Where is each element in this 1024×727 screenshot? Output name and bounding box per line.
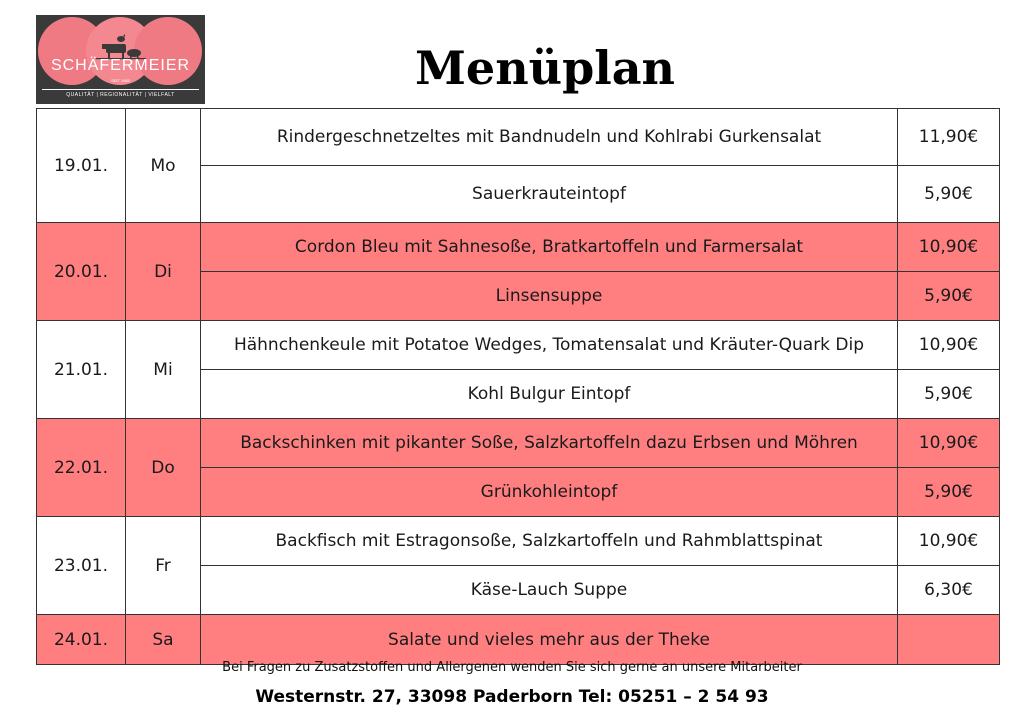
menu-price: 10,90€ <box>898 517 1000 566</box>
menu-dish: Salate und vieles mehr aus der Theke <box>201 615 898 665</box>
menu-dish: Grünkohleintopf <box>201 468 898 517</box>
menu-weekday: Mo <box>126 109 201 223</box>
menu-price: 6,30€ <box>898 566 1000 615</box>
address-phone: Westernstr. 27, 33098 Paderborn Tel: 05251 – 2 54 93 <box>255 687 769 707</box>
menu-row <box>37 517 1000 566</box>
menu-dish: Kohl Bulgur Eintopf <box>201 370 898 419</box>
menu-date: 20.01. <box>37 223 126 321</box>
menu-price <box>898 615 1000 665</box>
menu-price: 5,90€ <box>898 468 1000 517</box>
menu-dish: Backschinken mit pikanter Soße, Salzkartoffeln dazu Erbsen und Möhren <box>201 419 898 468</box>
menu-table <box>36 108 1000 665</box>
menu-weekday: Mi <box>126 321 201 419</box>
menu-price: 11,90€ <box>898 109 1000 166</box>
menu-row <box>37 615 1000 665</box>
logo-since: SEIT 1965 <box>111 78 130 83</box>
menu-price: 10,90€ <box>898 419 1000 468</box>
menu-table-body <box>37 109 1000 665</box>
logo-brand-name: SCHÄFERMEIER <box>50 57 191 74</box>
page-title: Menüplan <box>415 41 675 95</box>
menu-date: 19.01. <box>37 109 126 223</box>
menu-weekday: Di <box>126 223 201 321</box>
menu-date: 22.01. <box>37 419 126 517</box>
menu-dish: Backfisch mit Estragonsoße, Salzkartoffeln und Rahmblattspinat <box>201 517 898 566</box>
menu-dish: Hähnchenkeule mit Potatoe Wedges, Tomatensalat und Kräuter-Quark Dip <box>201 321 898 370</box>
allergen-note: Bei Fragen zu Zusatzstoffen und Allergenen wenden Sie sich gerne an unsere Mitarbeiter <box>222 660 802 675</box>
menu-price: 10,90€ <box>898 321 1000 370</box>
menu-weekday: Do <box>126 419 201 517</box>
menu-price: 10,90€ <box>898 223 1000 272</box>
menu-price: 5,90€ <box>898 370 1000 419</box>
menu-dish: Linsensuppe <box>201 272 898 321</box>
menu-dish: Rindergeschnetzeltes mit Bandnudeln und Kohlrabi Gurkensalat <box>201 109 898 166</box>
menu-row <box>37 419 1000 468</box>
menu-dish: Sauerkrauteintopf <box>201 166 898 223</box>
menu-row <box>37 109 1000 166</box>
menu-date: 23.01. <box>37 517 126 615</box>
menu-price: 5,90€ <box>898 272 1000 321</box>
menu-price: 5,90€ <box>898 166 1000 223</box>
menu-weekday: Sa <box>126 615 201 665</box>
menu-row <box>37 321 1000 370</box>
menu-dish: Käse-Lauch Suppe <box>201 566 898 615</box>
menu-date: 24.01. <box>37 615 126 665</box>
menu-row <box>37 223 1000 272</box>
menu-weekday: Fr <box>126 517 201 615</box>
logo-tagline: QUALITÄT | REGIONALITÄT | VIELFALT <box>66 92 175 98</box>
menu-date: 21.01. <box>37 321 126 419</box>
logo-divider <box>42 89 199 90</box>
menu-dish: Cordon Bleu mit Sahnesoße, Bratkartoffeln und Farmersalat <box>201 223 898 272</box>
brand-logo <box>36 15 205 104</box>
